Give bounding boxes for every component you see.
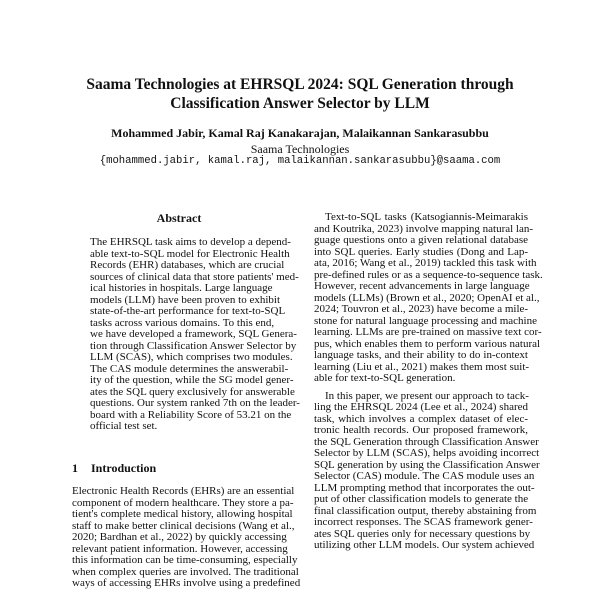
text-line: However, recent advancements in large language bbox=[314, 280, 530, 292]
text-line: SQL generation by using the Classification Answer bbox=[314, 458, 540, 471]
text-line: when complex queries are involved. The traditional bbox=[72, 565, 299, 578]
text-line: official test set. bbox=[90, 420, 158, 432]
text-line: pus, which enables them to perform various natural bbox=[314, 337, 541, 350]
text-line: stone for natural language processing and machine bbox=[314, 314, 537, 327]
text-line: tronic health records. Our proposed framework, bbox=[314, 424, 528, 436]
title-line: Saama Technologies at EHRSQL 2024: SQL Generation through bbox=[86, 76, 514, 93]
text-line: sources of clinical data that store patients' med- bbox=[90, 270, 299, 283]
text-line: The EHRSQL task aims to develop a depend- bbox=[90, 236, 291, 248]
text-line: Electronic Health Records (EHRs) are an essential bbox=[72, 485, 295, 497]
paper-title bbox=[0, 75, 600, 113]
text-line: ling the EHRSQL 2024 (Lee et al., 2024) shared bbox=[314, 401, 528, 413]
text-line: Text-to-SQL tasks (Katsogiannis-Meimarakis bbox=[325, 211, 528, 223]
introduction-left-column bbox=[72, 485, 301, 596]
text-line: we have developed a framework, SQL Genera- bbox=[90, 328, 297, 340]
text-line: ates the SQL query exclusively for answerable bbox=[90, 385, 295, 398]
text-line: ways of accessing EHRs involve using a predefined bbox=[72, 577, 301, 589]
text-line: learning (Liu et al., 2021) makes them most suit- bbox=[314, 360, 530, 373]
introduction-right-column bbox=[314, 211, 543, 558]
text-line: ata, 2016; Wang et al., 2019) tackled this task with bbox=[314, 257, 537, 269]
text-line: tion through Classification Answer Selector by bbox=[90, 339, 297, 352]
text-line: able text-to-SQL model for Electronic Health bbox=[90, 247, 290, 260]
text-line: tient's complete medical history, allowing hospital bbox=[72, 508, 293, 520]
text-line: questions. Our system ranked 7th on the leader- bbox=[90, 397, 300, 409]
abstract-heading: Abstract bbox=[156, 211, 202, 225]
paragraph bbox=[314, 389, 540, 552]
text-line: LLM prompting method that incorporates the out- bbox=[314, 481, 535, 494]
text-line: relevant patient information. However, accessing bbox=[72, 542, 288, 555]
text-line: incorrect responses. The SCAS framework gener- bbox=[314, 516, 533, 528]
abstract-body bbox=[90, 236, 300, 439]
text-line: 2020; Bardhan et al., 2022) by quickly accessing bbox=[72, 531, 287, 543]
text-line: component of modern healthcare. They store a pa- bbox=[72, 496, 294, 509]
text-line: task, which involves a complex dataset of elec- bbox=[314, 412, 528, 425]
text-line: guage questions onto a given relational database bbox=[314, 234, 528, 246]
text-line: pre-defined rules or as a sequence-to-sequence task. bbox=[314, 268, 543, 281]
text-line: The CAS module determines the answerabil- bbox=[90, 362, 289, 375]
text-line: models (LLM) have been proven to exhibit bbox=[90, 293, 281, 306]
text-line: staff to make better clinical decisions (Wang et al., bbox=[72, 519, 295, 532]
text-line: state-of-the-art performance for text-to-SQL bbox=[90, 305, 286, 317]
text-line: this information can be time-consuming, especially bbox=[72, 554, 298, 566]
text-line: Selector by LLM (SCAS), helps avoiding incorrect bbox=[314, 447, 540, 459]
text-line: tasks across various domains. To this end, bbox=[90, 316, 275, 329]
text-line: learning. LLMs are pre-trained on massive text cor- bbox=[314, 326, 542, 338]
paragraph bbox=[72, 485, 301, 590]
text-line: ical histories in hospitals. Large language bbox=[90, 282, 273, 294]
section-title: Introduction bbox=[91, 461, 157, 475]
text-line: Selector (CAS) module. The CAS module uses an bbox=[314, 470, 535, 482]
affiliation: Saama Technologies bbox=[250, 142, 350, 156]
text-line: the SQL Generation through Classification Answer bbox=[314, 435, 539, 448]
text-line: ity of the question, while the SG model gener- bbox=[90, 374, 294, 386]
text-line: able for text-to-SQL generation. bbox=[314, 372, 456, 384]
author-emails: {mohammed.jabir, kamal.raj, malaikannan.sankarasubbu}@saama.com bbox=[99, 155, 501, 167]
author-list: Mohammed Jabir, Kamal Raj Kanakarajan, Malaikannan Sankarasubbu bbox=[111, 126, 489, 140]
text-line: and Koutrika, 2023) involve mapping natural lan- bbox=[314, 222, 534, 235]
text-line: In this paper, we present our approach to tack- bbox=[325, 389, 529, 402]
text-line: final classification output, thereby abstaining from bbox=[314, 504, 537, 517]
text-line: LLM (SCAS), which comprises two modules. bbox=[90, 351, 293, 363]
text-line: board with a Reliability Score of 53.21 on the bbox=[90, 408, 292, 421]
text-line: 2024; Touvron et al., 2023) have become a mile- bbox=[314, 303, 529, 315]
text-line: utilizing other LLM models. Our system achieved bbox=[314, 539, 535, 551]
text-line: Records (EHR) databases, which are crucial bbox=[90, 259, 285, 271]
text-line: language tasks, and their ability to do in-context bbox=[314, 349, 528, 361]
paragraph bbox=[90, 236, 300, 433]
section-number: 1 bbox=[72, 461, 78, 475]
text-line: models (LLMs) (Brown et al., 2020; OpenAI et al., bbox=[314, 291, 540, 304]
section-heading-introduction bbox=[72, 461, 156, 476]
text-line: into SQL queries. Early studies (Dong and Lap- bbox=[314, 245, 528, 258]
title-line: Classification Answer Selector by LLM bbox=[170, 95, 430, 112]
paragraph bbox=[314, 211, 543, 385]
text-line: ates SQL queries only for necessary questions by bbox=[314, 527, 531, 540]
text-line: put of other classification models to generate the bbox=[314, 493, 529, 505]
